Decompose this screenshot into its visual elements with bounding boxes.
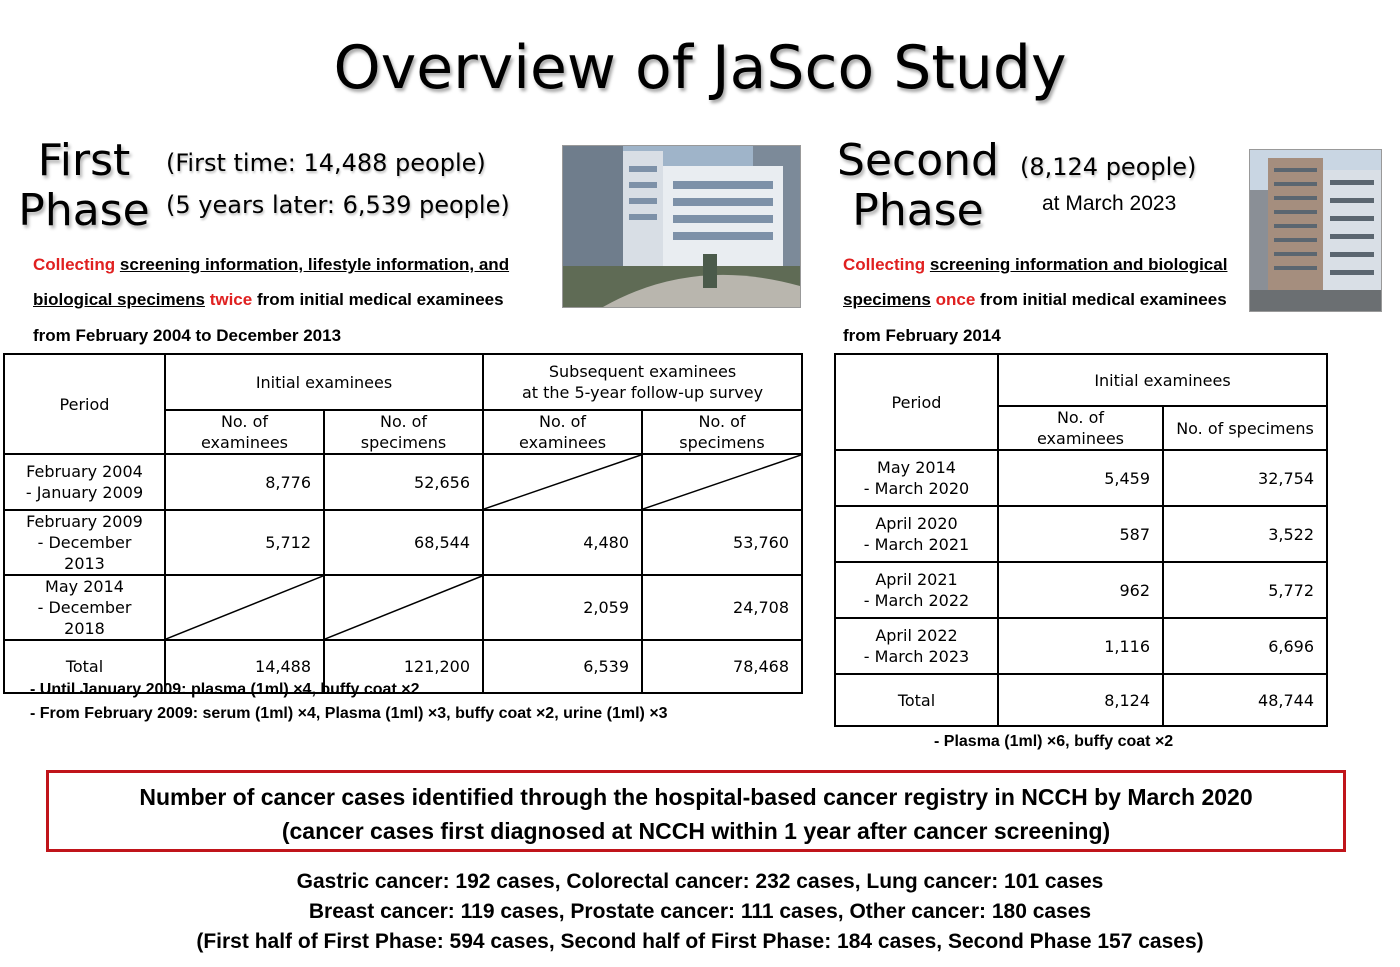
total-subsequent-examinees: 6,539: [483, 640, 642, 693]
period-start: February 2009: [26, 512, 143, 531]
empty-diagonal-cell: [642, 454, 802, 510]
second-phase-as-of: at March 2023: [1042, 192, 1177, 215]
period-start: May 2014: [45, 577, 124, 596]
first-phase-note-1: - Until January 2009: plasma (1ml) ×4, buffy coat ×2: [30, 681, 420, 698]
initial-specimens-cell: 52,656: [324, 454, 483, 510]
specimens-cell: 32,754: [1163, 450, 1327, 506]
cancer-cases-line2: Breast cancer: 119 cases, Prostate cancer: 111 cases, Other cancer: 180 cases: [308, 900, 1092, 923]
initial-specimens-cell: 68,544: [324, 510, 483, 575]
header-subsequent-line2: at the 5-year follow-up survey: [521, 383, 764, 402]
period-end: - December 2013: [37, 533, 132, 573]
header-no-specimens: No. of specimens: [1163, 406, 1327, 450]
frequency-word: once: [935, 290, 976, 309]
header-period: Period: [835, 354, 998, 450]
cancer-cases-summary-box: [46, 770, 1346, 852]
period-cell: [4, 454, 165, 510]
total-initial-specimens: 121,200: [324, 640, 483, 693]
biological-specimens: biological specimens: [33, 290, 205, 309]
period-start: April 2020: [875, 514, 958, 533]
frequency-word: twice: [209, 290, 253, 309]
first-phase-heading-line2: Phase: [18, 185, 150, 236]
second-phase-description-line3: from February 2014: [843, 326, 1001, 345]
table-row: [835, 618, 1327, 674]
table-row: [835, 562, 1327, 618]
period-end: - March 2023: [863, 647, 970, 666]
table-row: [4, 510, 802, 575]
first-phase-description-line1: [33, 247, 509, 283]
header-initial-examinees: Initial examinees: [165, 354, 483, 410]
table-row: [835, 450, 1327, 506]
total-initial-examinees: 14,488: [165, 640, 324, 693]
table-row: [4, 454, 802, 510]
examinees-cell: 587: [998, 506, 1163, 562]
second-phase-heading-line2: Phase: [852, 185, 984, 236]
period-cell: [835, 450, 998, 506]
period-cell: [4, 510, 165, 575]
period-start: May 2014: [877, 458, 956, 477]
period-end: - March 2021: [863, 535, 970, 554]
header-initial-examinees: Initial examinees: [998, 354, 1327, 406]
summary-box-line2: (cancer cases first diagnosed at NCCH within 1 year after cancer screening): [281, 818, 1111, 844]
empty-diagonal-cell: [165, 575, 324, 640]
collecting-word: Collecting: [33, 255, 116, 274]
first-phase-heading: [14, 136, 154, 236]
second-phase-heading: [832, 136, 1004, 236]
header-subsequent-line1: Subsequent examinees: [548, 362, 737, 381]
period-start: April 2022: [875, 626, 958, 645]
empty-diagonal-cell: [483, 454, 642, 510]
first-phase-table: [3, 353, 803, 694]
period-cell: [835, 618, 998, 674]
header-no-specimens: No. of specimens: [324, 410, 483, 454]
total-row: [835, 674, 1327, 726]
first-phase-count-later: (5 years later: 6,539 people): [166, 191, 510, 219]
specimens-cell: 6,696: [1163, 618, 1327, 674]
subsequent-specimens-cell: 53,760: [642, 510, 802, 575]
building-photo-image: [563, 146, 800, 307]
collected-items: screening information and biological: [929, 255, 1228, 274]
subsequent-examinees-cell: 2,059: [483, 575, 642, 640]
period-end: - March 2020: [863, 479, 970, 498]
first-phase-building-photo: [562, 145, 801, 308]
header-no-examinees: No. of examinees: [165, 410, 324, 454]
examinees-cell: 5,459: [998, 450, 1163, 506]
total-examinees: 8,124: [998, 674, 1163, 726]
second-phase-count: (8,124 people): [1020, 153, 1197, 181]
second-phase-description-line1: [843, 247, 1227, 283]
from-examinees: from initial medical examinees: [980, 290, 1227, 309]
second-phase-building-photo: [1249, 149, 1382, 312]
building-photo-image: [1250, 150, 1381, 311]
collecting-word: Collecting: [843, 255, 926, 274]
from-examinees: from initial medical examinees: [256, 290, 504, 309]
period-end: - January 2009: [25, 483, 144, 502]
header-no-specimens: No. of specimens: [642, 410, 802, 454]
period-cell: [4, 575, 165, 640]
table-row: [835, 506, 1327, 562]
header-no-examinees: No. of examinees: [998, 406, 1163, 450]
specimens-cell: 5,772: [1163, 562, 1327, 618]
cancer-cases-line3: (First half of First Phase: 594 cases, Second half of First Phase: 184 cases, Second Phase 157 cases): [196, 930, 1204, 953]
table-row: [4, 575, 802, 640]
page-title: Overview of JaSco Study: [333, 33, 1067, 103]
summary-box-line1: Number of cancer cases identified through the hospital-based cancer registry in NCCH by March 2020: [139, 784, 1253, 810]
header-subsequent-examinees: [483, 354, 802, 410]
collected-items: screening information, lifestyle information, and: [119, 255, 510, 274]
second-phase-note: - Plasma (1ml) ×6, buffy coat ×2: [934, 733, 1174, 750]
second-phase-table: [834, 353, 1328, 727]
empty-diagonal-cell: [324, 575, 483, 640]
period-end: - December 2018: [37, 598, 132, 638]
second-phase-description-line2: [843, 282, 1227, 318]
header-no-examinees: No. of examinees: [483, 410, 642, 454]
second-phase-heading-line1: Second: [837, 135, 999, 186]
subsequent-specimens-cell: 24,708: [642, 575, 802, 640]
examinees-cell: 1,116: [998, 618, 1163, 674]
cancer-cases-line1: Gastric cancer: 192 cases, Colorectal cancer: 232 cases, Lung cancer: 101 cases: [296, 870, 1104, 893]
period-cell: [835, 562, 998, 618]
total-label: Total: [4, 640, 165, 693]
period-start: April 2021: [875, 570, 958, 589]
total-label: Total: [835, 674, 998, 726]
first-phase-note-2: - From February 2009: serum (1ml) ×4, Plasma (1ml) ×3, buffy coat ×2, urine (1ml) ×3: [30, 705, 668, 722]
first-phase-count-first: (First time: 14,488 people): [166, 149, 486, 177]
first-phase-heading-line1: First: [37, 135, 131, 186]
total-subsequent-specimens: 78,468: [642, 640, 802, 693]
initial-examinees-cell: 5,712: [165, 510, 324, 575]
first-phase-description-line3: from February 2004 to December 2013: [33, 326, 342, 345]
cancer-cases-list: [0, 867, 1400, 957]
subsequent-examinees-cell: 4,480: [483, 510, 642, 575]
specimens-word: specimens: [843, 290, 931, 309]
first-phase-description-line2: [33, 282, 504, 318]
header-period: Period: [4, 354, 165, 454]
total-specimens: 48,744: [1163, 674, 1327, 726]
period-cell: [835, 506, 998, 562]
examinees-cell: 962: [998, 562, 1163, 618]
period-end: - March 2022: [863, 591, 970, 610]
period-start: February 2004: [26, 462, 143, 481]
specimens-cell: 3,522: [1163, 506, 1327, 562]
initial-examinees-cell: 8,776: [165, 454, 324, 510]
